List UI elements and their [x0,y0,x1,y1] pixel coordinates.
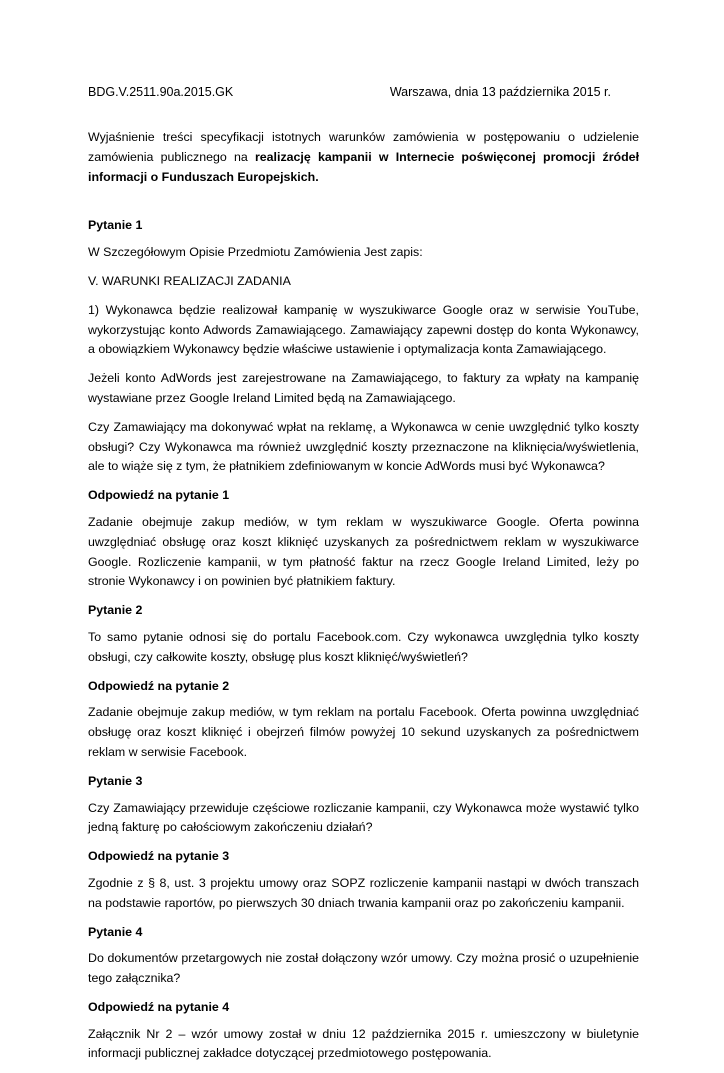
intro-paragraph [88,128,639,187]
question-1-heading: Pytanie 1 [88,218,143,233]
reference-number: BDG.V.2511.90a.2015.GK [88,85,234,99]
document-body [88,128,639,1073]
answer-2-text: Zadanie obejmuje zakup mediów, w tym reklam na portalu Facebook. Oferta powinna uwzględniać obsługę oraz koszt kliknięć i obejrzeń filmów powyżej 10 sekund uzyskanych za pośrednictwem reklam w serwisie Facebook. [88,705,639,759]
intro-text: Wyjaśnienie treści specyfikacji istotnych warunków zamówienia w postępowaniu o udzielenie zamówienia publicznego na [88,130,639,164]
question-2-text: To samo pytanie odnosi się do portalu Facebook.com. Czy wykonawca uwzględnia tylko koszty obsługi, czy całkowite koszty, obsługę plus koszt kliknięć/wyświetleń? [88,629,639,664]
question-1-paragraph: Czy Zamawiający ma dokonywać wpłat na reklamę, a Wykonawca w cenie uwzględnić tylko koszty obsługi? Czy Wykonawca ma również uwzględnić koszty przeznaczone na kliknięcia/wyświetlenia, ale to wiąże się z tym, że płatnikiem zdefiniowanym w koncie AdWords musi być Wykonawca? [88,419,639,474]
question-3-heading: Pytanie 3 [88,773,143,788]
question-3-text: Czy Zamawiający przewiduje częściowe rozliczanie kampanii, czy Wykonawca może wystawić tylko jedną fakturę po całościowym zakończeniu działań? [88,800,639,835]
answer-4-heading: Odpowiedź na pytanie 4 [88,999,230,1014]
question-1-paragraph: V. WARUNKI REALIZACJI ZADANIA [88,273,291,288]
intro-bold-text: realizację kampanii w Internecie poświęconej promocji źródeł informacji o Funduszach Europejskich. [88,149,640,184]
answer-2-heading: Odpowiedź na pytanie 2 [88,678,230,693]
answer-3-heading: Odpowiedź na pytanie 3 [88,849,230,864]
document-date: Warszawa, dnia 13 października 2015 r. [389,85,611,99]
answer-4-text: Załącznik Nr 2 – wzór umowy został w dniu 12 października 2015 r. umieszczony w biuletynie informacji publicznej zakładce dotyczącej przedmiotowego postępowania. [88,1026,639,1061]
answer-1-heading: Odpowiedź na pytanie 1 [88,488,230,503]
question-4-heading: Pytanie 4 [88,924,143,939]
question-4-text: Do dokumentów przetargowych nie został dołączony wzór umowy. Czy można prosić o uzupełnienie tego załącznika? [88,951,639,986]
question-2-heading: Pytanie 2 [88,603,143,618]
answer-3-text: Zgodnie z § 8, ust. 3 projektu umowy oraz SOPZ rozliczenie kampanii nastąpi w dwóch transzach na podstawie raportów, po pierwszych 30 dniach trwania kampanii oraz po zakończeniu kampanii. [88,875,639,910]
question-1-paragraph: Jeżeli konto AdWords jest zarejestrowane na Zamawiającego, to faktury za wpłaty na kampanię wystawiane przez Google Ireland Limited będą na Zamawiającego. [88,371,639,405]
answer-1-text: Zadanie obejmuje zakup mediów, w tym reklam w wyszukiwarce Google. Oferta powinna uwzględniać obsługę oraz koszt kliknięć uzyskanych za pośrednictwem reklam w wyszukiwarce Google. Rozliczenie kampanii, w tym płatność faktur na rzecz Google Ireland Limited, leży po stronie Wykonawcy i on powinien być płatnikiem faktury. [88,514,639,589]
question-1-paragraph: W Szczegółowym Opisie Przedmiotu Zamówienia Jest zapis: [88,245,423,260]
question-1-paragraph: 1) Wykonawca będzie realizował kampanię w wyszukiwarce Google oraz w serwisie YouTube, wykorzystując konto Adwords Zamawiającego. Zamawiający zapewni dostęp do konta Wykonawcy, a obowiązkiem Wykonawcy będzie właściwe ustawienie i optymalizacja konta Zamawiającego. [88,302,639,357]
